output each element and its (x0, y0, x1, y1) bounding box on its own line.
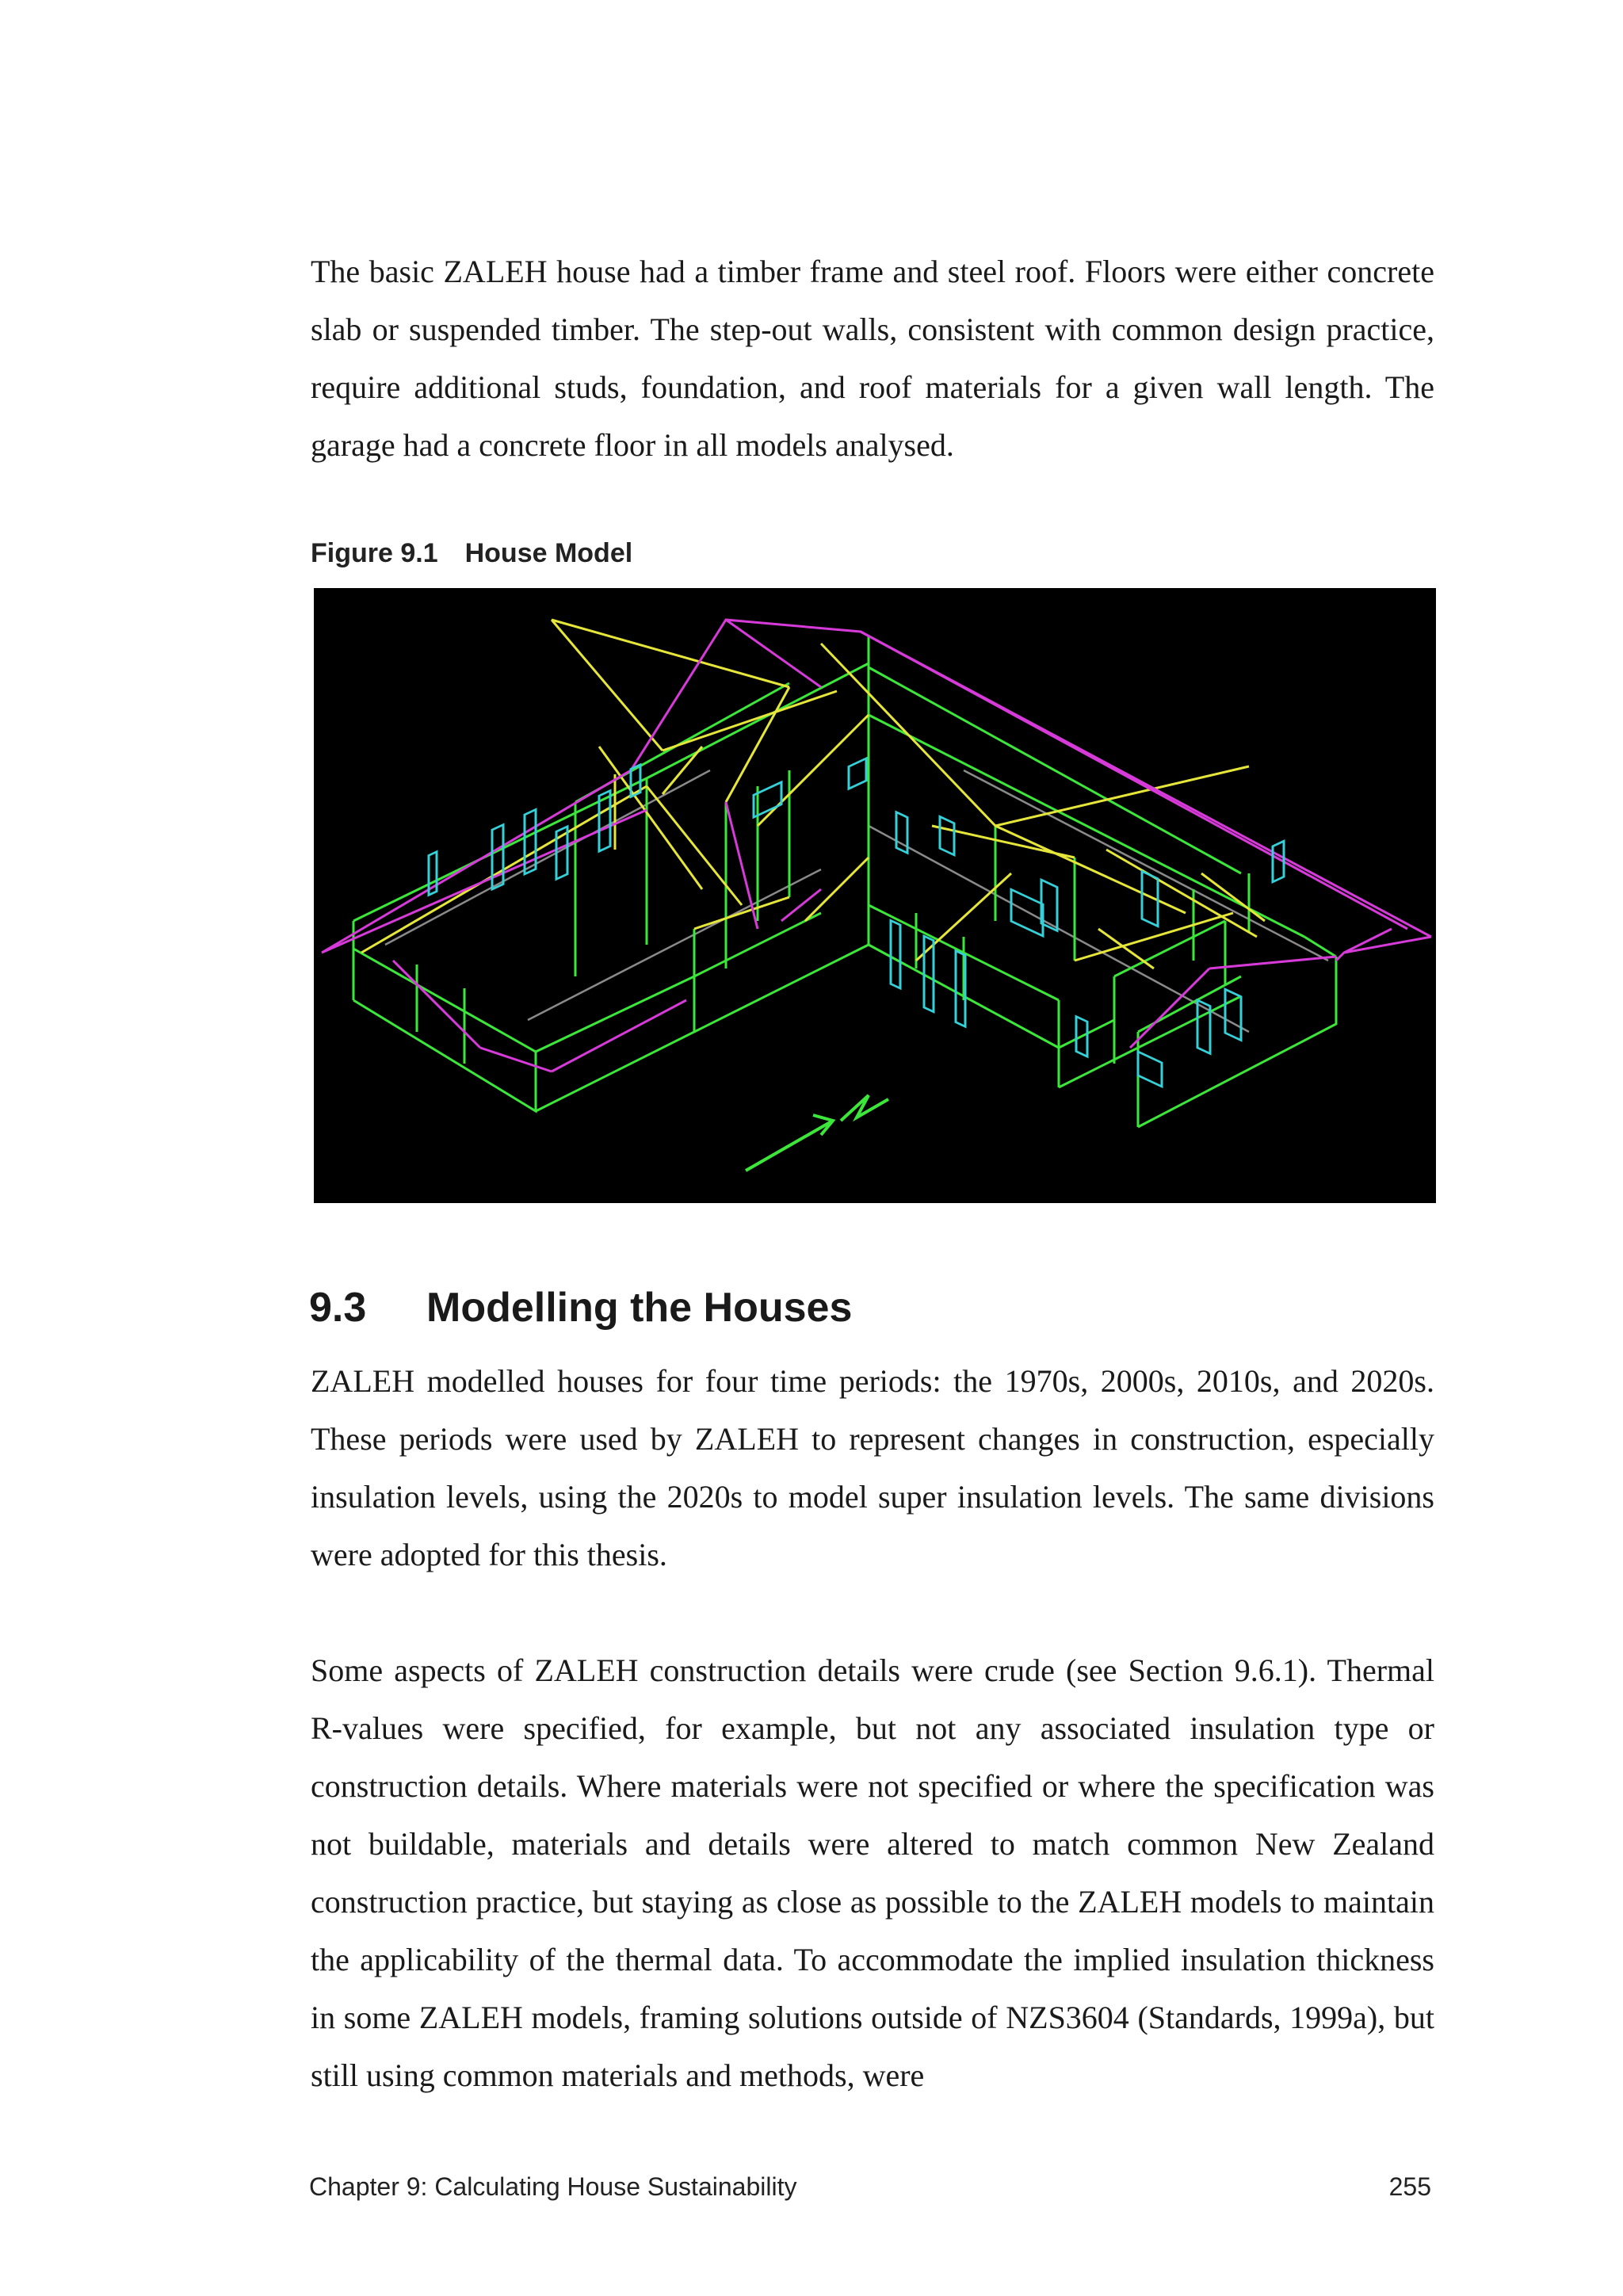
section-number: 9.3 (309, 1285, 367, 1331)
house-model-figure (314, 588, 1436, 1203)
section-heading (309, 1282, 852, 1333)
figure-background (314, 588, 1436, 1203)
body-paragraph-2: ZALEH modelled houses for four time periods: the 1970s, 2000s, 2010s, and 2020s. These periods were used by ZALEH to represent changes in construction, especially insulation levels, using the 2020s to model super insulation levels. The same divisions were adopted for this thesis. (311, 1363, 1434, 1572)
body-paragraph-1: The basic ZALEH house had a timber frame and steel roof. Floors were either concrete slab or suspended timber. The step-out walls, consistent with common design practice, require additional studs, foundation, and roof materials for a given wall length. The garage had a concrete floor in all models analysed. (311, 254, 1434, 463)
footer-chapter: Chapter 9: Calculating House Sustainability (309, 2172, 797, 2201)
footer-page-number: 255 (1388, 2172, 1431, 2201)
house-wireframe-drawing (314, 588, 1436, 1203)
section-title: Modelling the Houses (426, 1285, 853, 1331)
figure-label: Figure 9.1 (311, 538, 438, 568)
body-paragraph-3: Some aspects of ZALEH construction details were crude (see Section 9.6.1). Thermal R-values were specified, for example, but not any associated insulation type or construction details. Where materials were not specified or where the specification was not buildable, materials and details were altered to match common New Zealand construction practice, but staying as close as possible to the ZALEH models to maintain the applicability of the thermal data. To accommodate the implied insulation thickness in some ZALEH models, framing solutions outside of NZS3604 (Standards, 1999a), but still using common materials and methods, were (311, 1652, 1434, 2093)
figure-caption (311, 536, 632, 571)
figure-title: House Model (464, 538, 633, 568)
